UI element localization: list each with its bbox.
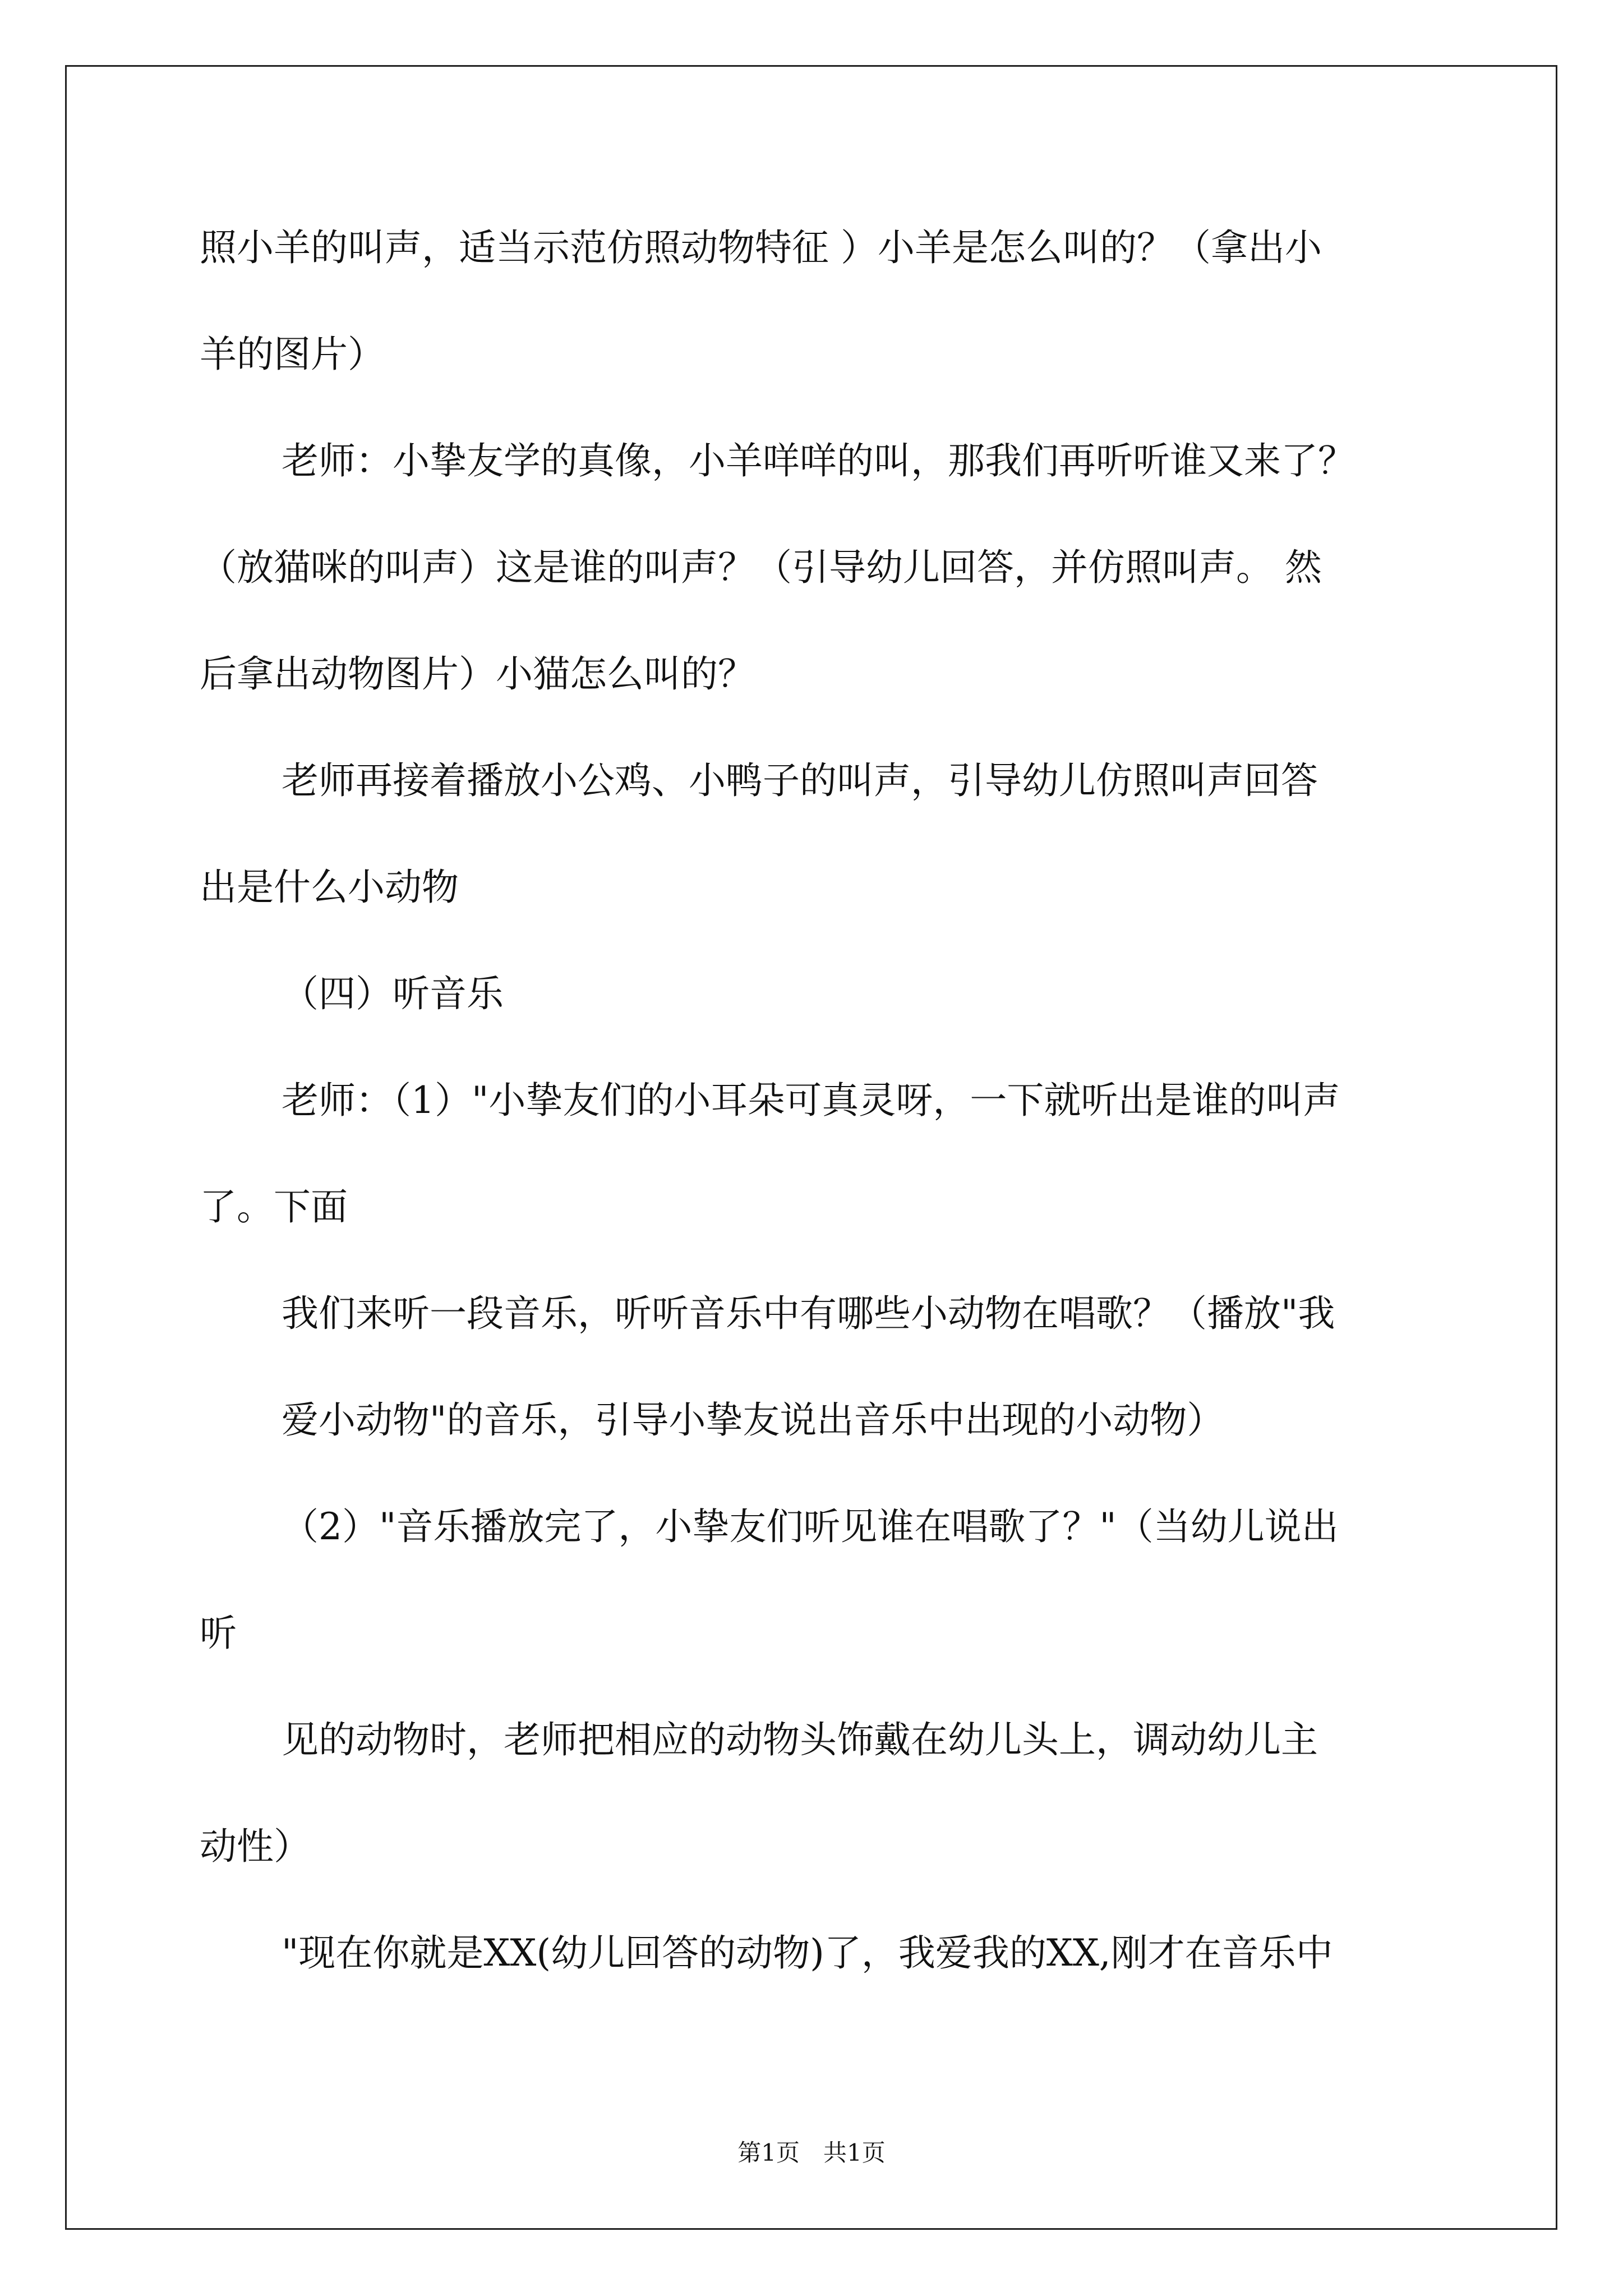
paragraph-line: 爱小动物"的音乐，引导小挚友说出音乐中出现的小动物） [282,1398,1224,1442]
paragraph-line: （放猫咪的叫声）这是谁的叫声？（引导幼儿回答，并仿照叫声。 然 [200,546,1322,589]
page-number-footer: 第1页 共1页 [737,2139,886,2166]
paragraph-line: 见的动物时，老师把相应的动物头饰戴在幼儿头上，调动幼儿主 [282,1718,1318,1761]
section-heading: （四）听音乐 [282,972,504,1015]
paragraph-line: 羊的图片） [200,333,385,376]
paragraph-line: （2）"音乐播放完了，小挚友们听见谁在唱歌了？"（当幼儿说出 [282,1505,1339,1548]
paragraph-line: 我们来听一段音乐，听听音乐中有哪些小动物在唱歌？（播放"我 [282,1292,1335,1335]
paragraph-line: 老师：（1）"小挚友们的小耳朵可真灵呀，一下就听出是谁的叫声 [282,1079,1340,1122]
paragraph-line: "现在你就是XX(幼儿回答的动物)了，我爱我的XX,刚才在音乐中 [282,1931,1333,1975]
paragraph-line: 照小羊的叫声，适当示范仿照动物特征 ）小羊是怎么叫的？（拿出小 [200,226,1322,269]
paragraph-line: 老师再接着播放小公鸡、小鸭子的叫声，引导幼儿仿照叫声回答 [282,759,1318,802]
paragraph-line: 了。下面 [200,1185,348,1228]
paragraph-line: 后拿出动物图片）小猫怎么叫的？ [200,652,755,696]
paragraph-line: 动性） [200,1825,311,1868]
paragraph-line: 听 [200,1612,237,1655]
page-border [65,65,1557,2230]
paragraph-line: 出是什么小动物 [200,866,459,909]
paragraph-line: 老师：小挚友学的真像，小羊咩咩的叫，那我们再听听谁又来了？ [282,439,1355,482]
